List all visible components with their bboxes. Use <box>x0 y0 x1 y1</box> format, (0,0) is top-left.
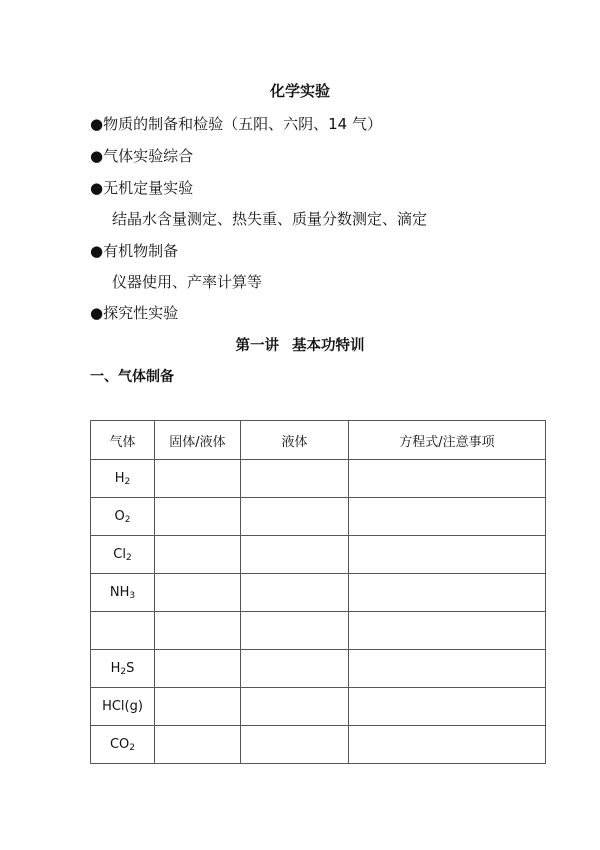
solid-liquid-cell[interactable] <box>155 612 241 650</box>
section-heading: 一、气体制备 <box>90 369 174 385</box>
equation-notes-cell[interactable] <box>349 498 546 536</box>
solid-liquid-cell[interactable] <box>155 726 241 764</box>
topic-organic-preparation: ●有机物制备 <box>90 242 179 260</box>
equation-notes-cell[interactable] <box>349 536 546 574</box>
solid-liquid-cell[interactable] <box>155 650 241 688</box>
solid-liquid-cell[interactable] <box>155 460 241 498</box>
table-row <box>91 726 546 764</box>
lecture-title: 第一讲 基本功特训 <box>235 338 365 354</box>
topic-preparation-detection: ●物质的制备和检验（五阳、六阴、14 气） <box>90 115 382 133</box>
topic-inorganic-quantitative: ●无机定量实验 <box>90 179 194 197</box>
liquid-cell[interactable] <box>241 726 349 764</box>
table-header-row <box>91 421 546 460</box>
equation-notes-cell[interactable] <box>349 650 546 688</box>
equation-notes-cell[interactable] <box>349 574 546 612</box>
header-solid-liquid: 固体/液体 <box>155 421 241 460</box>
header-liquid: 液体 <box>241 421 349 460</box>
gas-cell: $NH_3$ <box>91 574 155 612</box>
table-row <box>91 650 546 688</box>
topic-organic-preparation-detail: 仪器使用、产率计算等 <box>112 273 263 291</box>
header-gas: 气体 <box>91 421 155 460</box>
solid-liquid-cell[interactable] <box>155 688 241 726</box>
equation-notes-cell[interactable] <box>349 726 546 764</box>
solid-liquid-cell[interactable] <box>155 536 241 574</box>
table-row <box>91 612 546 650</box>
gas-cell: HCl(g) <box>91 688 155 726</box>
liquid-cell[interactable] <box>241 536 349 574</box>
header-equation-notes: 方程式/注意事项 <box>349 421 546 460</box>
equation-notes-cell[interactable] <box>349 612 546 650</box>
gas-cell: $Cl_2$ <box>91 536 155 574</box>
equation-notes-cell[interactable] <box>349 688 546 726</box>
liquid-cell[interactable] <box>241 498 349 536</box>
liquid-cell[interactable] <box>241 574 349 612</box>
table-row <box>91 536 546 574</box>
topic-gas-experiments: ●气体实验综合 <box>90 147 194 165</box>
gas-cell: $O_2$ <box>91 498 155 536</box>
table-row <box>91 498 546 536</box>
liquid-cell[interactable] <box>241 612 349 650</box>
solid-liquid-cell[interactable] <box>155 574 241 612</box>
gas-preparation-table <box>90 420 546 764</box>
solid-liquid-cell[interactable] <box>155 498 241 536</box>
liquid-cell[interactable] <box>241 460 349 498</box>
gas-cell <box>91 612 155 650</box>
table-row <box>91 688 546 726</box>
equation-notes-cell[interactable] <box>349 460 546 498</box>
gas-cell: $H_2S$ <box>91 650 155 688</box>
page-title: 化学实验 <box>269 82 330 100</box>
liquid-cell[interactable] <box>241 688 349 726</box>
topic-exploratory: ●探究性实验 <box>90 304 179 322</box>
gas-cell: $CO_2$ <box>91 726 155 764</box>
topic-inorganic-quantitative-detail: 结晶水含量测定、热失重、质量分数测定、滴定 <box>112 210 428 228</box>
table-row <box>91 574 546 612</box>
liquid-cell[interactable] <box>241 650 349 688</box>
gas-cell: $H_2$ <box>91 460 155 498</box>
table-row <box>91 460 546 498</box>
